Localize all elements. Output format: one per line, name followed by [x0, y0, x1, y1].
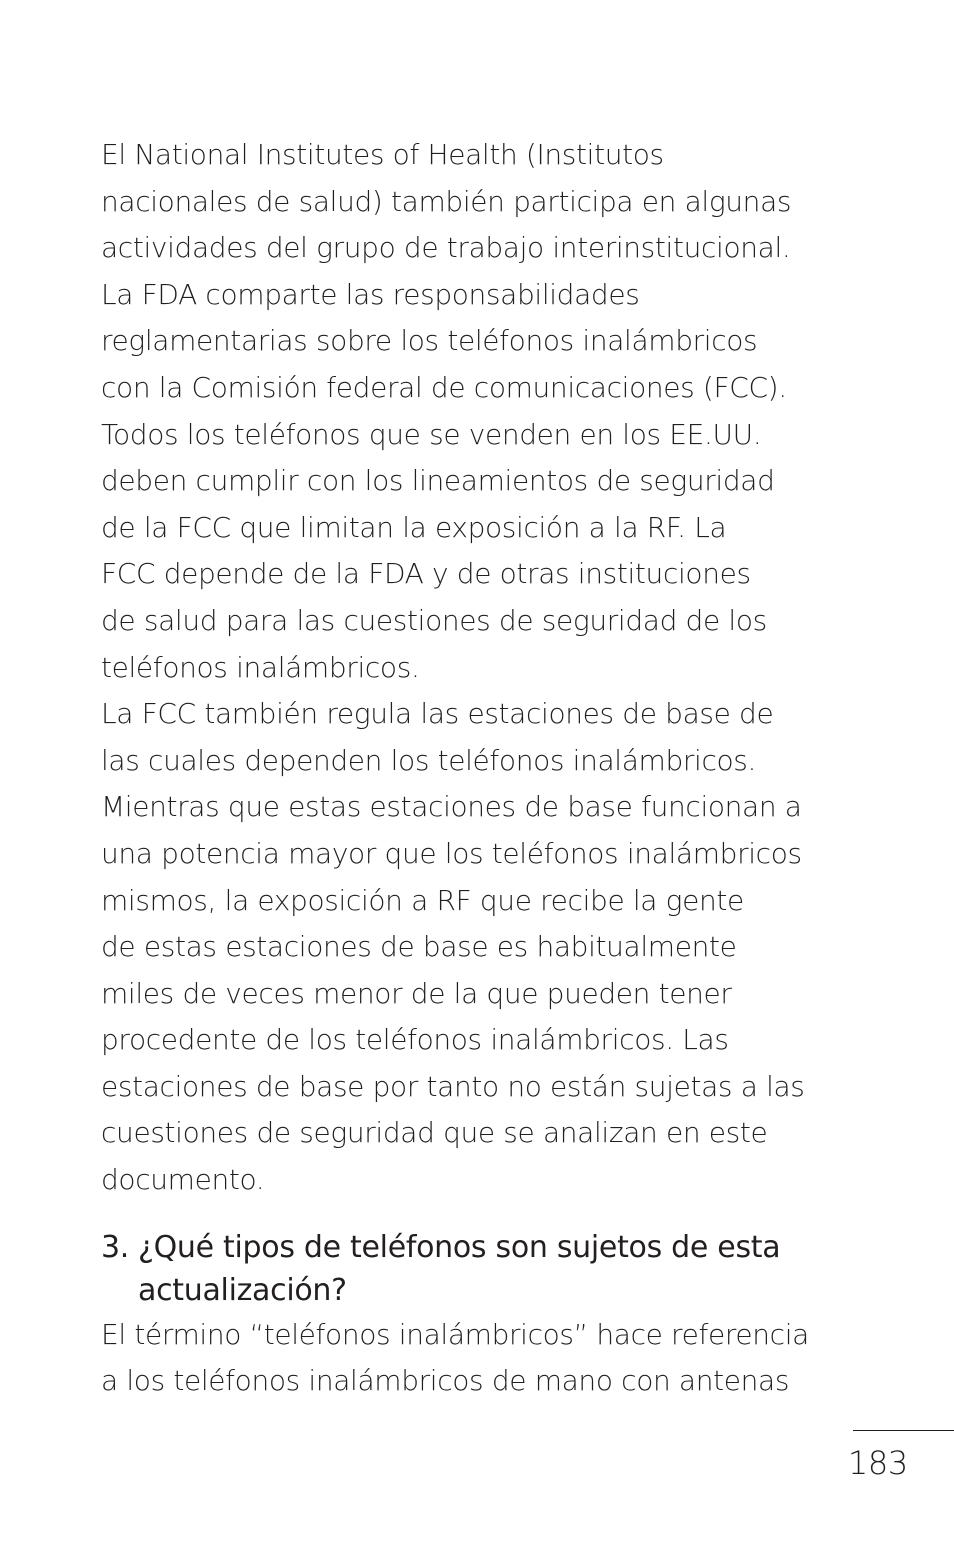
- section-body: [101, 1312, 901, 1405]
- text-line: una potencia mayor que los teléfonos inalámbricos: [101, 836, 802, 870]
- text-line: de la FCC que limitan la exposición a la RF. La: [101, 510, 727, 544]
- text-line: con la Comisión federal de comunicaciones (FCC).: [101, 370, 787, 404]
- text-line: documento.: [101, 1163, 265, 1197]
- section-number: 3.: [101, 1229, 130, 1265]
- text-line: de salud para las cuestiones de seguridad de los: [101, 603, 767, 637]
- page-number: 183: [847, 1444, 908, 1482]
- text-line: El National Institutes of Health (Institutos: [101, 138, 664, 171]
- text-line: mismos, la exposición a RF que recibe la gente: [101, 883, 744, 917]
- paragraph-nih: [101, 132, 901, 272]
- section-title-line: actualización?: [138, 1272, 347, 1308]
- page-content: [101, 132, 901, 1405]
- section-title-line: ¿Qué tipos de teléfonos son sujetos de esta: [138, 1229, 781, 1265]
- text-line: miles de veces menor de la que pueden tener: [101, 976, 732, 1010]
- text-line: deben cumplir con los lineamientos de seguridad: [101, 464, 775, 498]
- text-line: las cuales dependen los teléfonos inalámbricos.: [101, 743, 757, 777]
- text-line: nacionales de salud) también participa en algunas: [101, 184, 792, 218]
- text-line: La FCC también regula las estaciones de base de: [101, 697, 774, 731]
- text-line: actividades del grupo de trabajo interinstitucional.: [101, 231, 791, 265]
- text-line: El término “teléfonos inalámbricos” hace referencia: [101, 1317, 809, 1351]
- paragraph-fda-fcc: [101, 272, 901, 691]
- footer-divider: [853, 1430, 954, 1431]
- text-line: Mientras que estas estaciones de base funcionan a: [101, 790, 802, 824]
- text-line: cuestiones de seguridad que se analizan en este: [101, 1116, 768, 1150]
- text-line: estaciones de base por tanto no están sujetas a las: [101, 1069, 805, 1103]
- paragraph-base-stations: [101, 691, 901, 1204]
- text-line: reglamentarias sobre los teléfonos inalámbricos: [101, 324, 758, 358]
- text-line: teléfonos inalámbricos.: [101, 650, 420, 684]
- section-heading: [101, 1226, 901, 1312]
- text-line: Todos los teléfonos que se venden en los EE.UU.: [101, 417, 762, 451]
- text-line: a los teléfonos inalámbricos de mano con antenas: [101, 1364, 790, 1398]
- text-line: FCC depende de la FDA y de otras instituciones: [101, 557, 751, 591]
- text-line: de estas estaciones de base es habitualmente: [101, 930, 737, 964]
- text-line: La FDA comparte las responsabilidades: [101, 277, 640, 311]
- text-line: procedente de los teléfonos inalámbricos. Las: [101, 1023, 729, 1057]
